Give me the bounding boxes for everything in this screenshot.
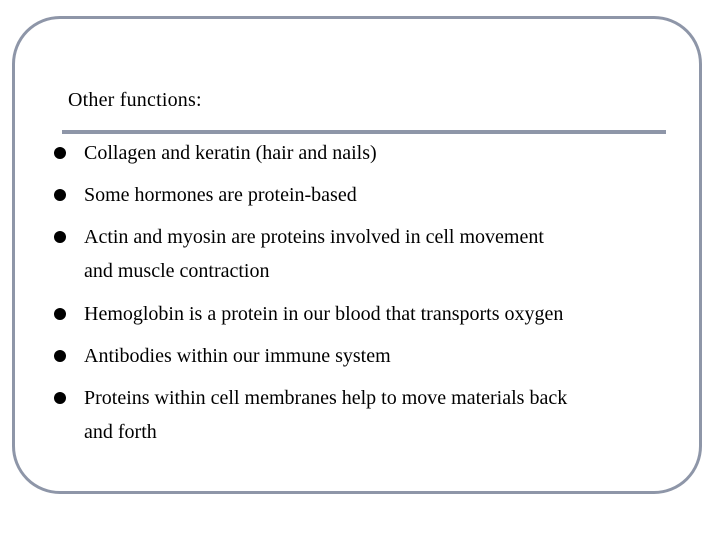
bullet-text: Antibodies within our immune system: [84, 345, 391, 367]
bullet-item-2: [84, 178, 674, 212]
bullet-text: Hemoglobin is a protein in our blood that transports oxygen: [84, 303, 564, 325]
bullet-text: Some hormones are protein-based: [84, 184, 357, 206]
bullet-item-4: [84, 297, 674, 331]
bullet-item-1: [84, 136, 674, 170]
bullet-text: Proteins within cell membranes help to move materials back: [84, 387, 568, 409]
bullet-item-6: [84, 381, 674, 449]
bullet-dot-icon: [54, 189, 66, 201]
bullet-text: Collagen and keratin (hair and nails): [84, 142, 377, 164]
bullet-dot-icon: [54, 231, 66, 243]
bullet-item-5: [84, 339, 674, 373]
bullet-text: Actin and myosin are proteins involved in cell movement: [84, 226, 544, 248]
slide-title: Other functions:: [68, 89, 202, 111]
bullet-item-3: [84, 220, 674, 288]
title-divider: [62, 130, 666, 134]
bullet-dot-icon: [54, 308, 66, 320]
bullet-dot-icon: [54, 350, 66, 362]
bullet-dot-icon: [54, 392, 66, 404]
bullet-text-continuation: and muscle contraction: [84, 260, 270, 282]
bullet-dot-icon: [54, 147, 66, 159]
bullet-text-continuation: and forth: [84, 421, 157, 443]
